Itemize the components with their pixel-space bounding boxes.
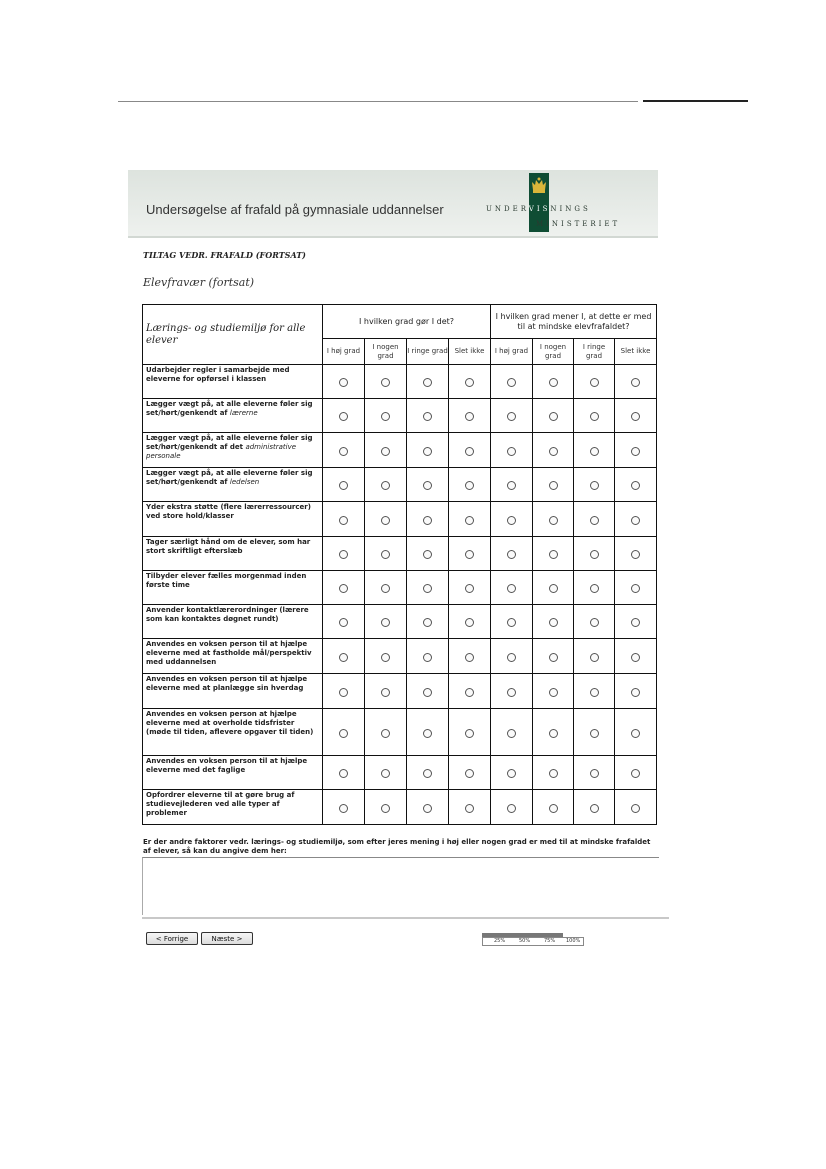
- radio-button[interactable]: [631, 769, 640, 778]
- row-statement: [143, 537, 323, 571]
- row-statement: [143, 399, 323, 433]
- answer-cell: [615, 468, 657, 502]
- radio-button[interactable]: [507, 584, 516, 593]
- answer-cell: [449, 756, 491, 790]
- answer-cell: [323, 605, 365, 639]
- answer-cell: [574, 433, 615, 468]
- row-statement-text: Lægger vægt på, at alle eleverne føler sig set/hørt/genkendt af: [146, 400, 313, 417]
- radio-button[interactable]: [631, 412, 640, 421]
- answer-cell: [323, 365, 365, 399]
- row-statement-emphasis: ledelsen: [229, 478, 260, 486]
- answer-cell: [491, 639, 533, 674]
- progress-label: 100%: [566, 938, 581, 944]
- radio-button[interactable]: [549, 516, 558, 525]
- answer-cell: [615, 502, 657, 537]
- answer-cell: [407, 756, 449, 790]
- radio-button[interactable]: [381, 378, 390, 387]
- radio-button[interactable]: [339, 618, 348, 627]
- answer-cell: [533, 709, 574, 756]
- row-statement: [143, 365, 323, 399]
- answer-cell: [407, 639, 449, 674]
- answer-cell: [615, 433, 657, 468]
- survey-table: [142, 304, 657, 825]
- radio-button[interactable]: [465, 804, 474, 813]
- answer-cell: [615, 790, 657, 825]
- radio-button[interactable]: [465, 729, 474, 738]
- answer-cell: [323, 756, 365, 790]
- radio-button[interactable]: [465, 688, 474, 697]
- radio-button[interactable]: [339, 584, 348, 593]
- answer-cell: [365, 674, 407, 709]
- row-statement: [143, 674, 323, 709]
- row-statement: [143, 709, 323, 756]
- progress-indicator: [482, 933, 583, 945]
- radio-button[interactable]: [590, 516, 599, 525]
- answer-cell: [449, 674, 491, 709]
- banner-title: Undersøgelse af frafald på gymnasiale uddannelser: [146, 202, 444, 217]
- answer-cell: [365, 709, 407, 756]
- answer-cell: [533, 605, 574, 639]
- radio-button[interactable]: [423, 804, 432, 813]
- radio-button[interactable]: [381, 447, 390, 456]
- radio-button[interactable]: [339, 769, 348, 778]
- answer-cell: [449, 433, 491, 468]
- radio-button[interactable]: [590, 653, 599, 662]
- answer-cell: [574, 502, 615, 537]
- answer-cell: [533, 674, 574, 709]
- column-header: I høj grad: [323, 339, 365, 365]
- answer-cell: [491, 502, 533, 537]
- answer-cell: [574, 399, 615, 433]
- radio-button[interactable]: [590, 481, 599, 490]
- radio-button[interactable]: [590, 618, 599, 627]
- row-statement-text: Lægger vægt på, at alle eleverne føler sig set/hørt/genkendt af: [146, 469, 313, 486]
- logo-text-line1: UNDERVISNINGS: [486, 205, 591, 213]
- answer-cell: [449, 571, 491, 605]
- radio-button[interactable]: [339, 804, 348, 813]
- answer-cell: [365, 399, 407, 433]
- radio-button[interactable]: [590, 550, 599, 559]
- group-header-usage: I hvilken grad gør I det?: [323, 305, 491, 339]
- answer-cell: [533, 756, 574, 790]
- radio-button[interactable]: [590, 447, 599, 456]
- header-rule: [118, 101, 638, 102]
- radio-button[interactable]: [381, 412, 390, 421]
- radio-button[interactable]: [631, 653, 640, 662]
- radio-button[interactable]: [465, 516, 474, 525]
- row-statement-text: Lægger vægt på, at alle eleverne føler sig set/hørt/genkendt af det: [146, 434, 313, 451]
- answer-cell: [615, 365, 657, 399]
- answer-cell: [574, 365, 615, 399]
- answer-cell: [491, 468, 533, 502]
- answer-cell: [491, 537, 533, 571]
- table-corner-label: Lærings- og studiemiljø for alle elever: [143, 305, 323, 365]
- answer-cell: [449, 639, 491, 674]
- answer-cell: [574, 605, 615, 639]
- radio-button[interactable]: [507, 729, 516, 738]
- row-statement-emphasis: administrative personale: [146, 443, 297, 460]
- table-row: [143, 709, 657, 756]
- radio-button[interactable]: [423, 729, 432, 738]
- answer-cell: [449, 468, 491, 502]
- previous-button[interactable]: < Forrige: [146, 932, 198, 945]
- table-row: [143, 365, 657, 399]
- answer-cell: [323, 468, 365, 502]
- progress-label: 25%: [494, 938, 506, 944]
- radio-button[interactable]: [381, 804, 390, 813]
- answer-cell: [449, 709, 491, 756]
- answer-cell: [449, 605, 491, 639]
- radio-button[interactable]: [339, 516, 348, 525]
- radio-button[interactable]: [381, 769, 390, 778]
- radio-button[interactable]: [339, 653, 348, 662]
- radio-button[interactable]: [631, 481, 640, 490]
- column-header: I nogen grad: [533, 339, 574, 365]
- answer-cell: [407, 571, 449, 605]
- answer-cell: [574, 639, 615, 674]
- row-statement-text: Anvendes en voksen person til at hjælpe eleverne med at planlægge sin hverdag: [146, 675, 308, 692]
- answer-cell: [407, 365, 449, 399]
- radio-button[interactable]: [631, 447, 640, 456]
- radio-button[interactable]: [631, 378, 640, 387]
- radio-button[interactable]: [590, 804, 599, 813]
- answer-cell: [491, 365, 533, 399]
- row-statement: [143, 571, 323, 605]
- row-statement-emphasis: lærerne: [229, 409, 258, 417]
- radio-button[interactable]: [381, 481, 390, 490]
- answer-cell: [615, 571, 657, 605]
- progress-label: 50%: [519, 938, 531, 944]
- answer-cell: [574, 674, 615, 709]
- crown-icon: [530, 176, 548, 198]
- answer-cell: [615, 537, 657, 571]
- radio-button[interactable]: [339, 688, 348, 697]
- answer-cell: [491, 790, 533, 825]
- answer-cell: [533, 502, 574, 537]
- survey-banner: [128, 170, 658, 238]
- answer-cell: [407, 709, 449, 756]
- radio-button[interactable]: [507, 804, 516, 813]
- answer-cell: [574, 571, 615, 605]
- radio-button[interactable]: [549, 769, 558, 778]
- radio-button[interactable]: [339, 550, 348, 559]
- answer-cell: [533, 571, 574, 605]
- radio-button[interactable]: [590, 378, 599, 387]
- answer-cell: [574, 537, 615, 571]
- answer-cell: [533, 399, 574, 433]
- radio-button[interactable]: [423, 550, 432, 559]
- radio-button[interactable]: [631, 584, 640, 593]
- open-question-text: Er der andre faktorer vedr. lærings- og studiemiljø, som efter jeres mening i høj eller nogen grad er med til at mindske frafaldet af elever, så kan du angive dem her:: [143, 838, 651, 855]
- answer-cell: [615, 399, 657, 433]
- radio-button[interactable]: [549, 378, 558, 387]
- answer-cell: [491, 756, 533, 790]
- answer-cell: [323, 674, 365, 709]
- radio-button[interactable]: [465, 550, 474, 559]
- radio-button[interactable]: [339, 412, 348, 421]
- radio-button[interactable]: [549, 481, 558, 490]
- answer-cell: [574, 756, 615, 790]
- radio-button[interactable]: [423, 516, 432, 525]
- radio-button[interactable]: [590, 412, 599, 421]
- answer-cell: [323, 537, 365, 571]
- answer-cell: [323, 502, 365, 537]
- radio-button[interactable]: [507, 516, 516, 525]
- answer-cell: [407, 537, 449, 571]
- radio-button[interactable]: [631, 516, 640, 525]
- radio-button[interactable]: [465, 769, 474, 778]
- answer-cell: [533, 537, 574, 571]
- table-row: [143, 605, 657, 639]
- radio-button[interactable]: [465, 618, 474, 627]
- radio-button[interactable]: [549, 729, 558, 738]
- next-button[interactable]: Næste >: [201, 932, 253, 945]
- answer-cell: [323, 433, 365, 468]
- radio-button[interactable]: [381, 653, 390, 662]
- answer-cell: [491, 433, 533, 468]
- column-header: I ringe grad: [574, 339, 615, 365]
- table-row: [143, 790, 657, 825]
- radio-button[interactable]: [465, 584, 474, 593]
- table-row: [143, 433, 657, 468]
- row-statement: [143, 790, 323, 825]
- answer-cell: [533, 433, 574, 468]
- column-header: Slet ikke: [615, 339, 657, 365]
- radio-button[interactable]: [339, 447, 348, 456]
- radio-button[interactable]: [590, 584, 599, 593]
- answer-cell: [491, 399, 533, 433]
- radio-button[interactable]: [423, 618, 432, 627]
- row-statement-text: Anvender kontaktlærerordninger (lærere som kan kontaktes døgnet rundt): [146, 606, 309, 623]
- table-row: [143, 571, 657, 605]
- radio-button[interactable]: [507, 378, 516, 387]
- answer-cell: [491, 571, 533, 605]
- row-statement-text: Anvendes en voksen person til at hjælpe eleverne med at fastholde mål/perspektiv med uddannelsen: [146, 640, 312, 666]
- radio-button[interactable]: [381, 584, 390, 593]
- answer-cell: [407, 399, 449, 433]
- progress-label: 75%: [544, 938, 556, 944]
- answer-cell: [365, 790, 407, 825]
- answer-cell: [449, 790, 491, 825]
- row-statement-text: Opfordrer eleverne til at gøre brug af studievejlederen ved alle typer af problemer: [146, 791, 295, 817]
- answer-cell: [365, 468, 407, 502]
- form-bottom-divider: [142, 917, 669, 919]
- row-statement: [143, 468, 323, 502]
- answer-cell: [615, 639, 657, 674]
- answer-cell: [365, 365, 407, 399]
- radio-button[interactable]: [381, 729, 390, 738]
- radio-button[interactable]: [507, 618, 516, 627]
- group-header-effect: I hvilken grad mener I, at dette er med til at mindske elevfrafaldet?: [491, 305, 657, 339]
- radio-button[interactable]: [549, 653, 558, 662]
- open-answer-textarea[interactable]: [142, 857, 659, 915]
- table-row: [143, 674, 657, 709]
- radio-button[interactable]: [590, 729, 599, 738]
- radio-button[interactable]: [631, 550, 640, 559]
- row-statement: [143, 756, 323, 790]
- radio-button[interactable]: [339, 481, 348, 490]
- radio-button[interactable]: [507, 412, 516, 421]
- answer-cell: [615, 605, 657, 639]
- radio-button[interactable]: [423, 653, 432, 662]
- section-label: TILTAG VEDR. FRAFALD (FORTSAT): [143, 250, 306, 260]
- radio-button[interactable]: [507, 653, 516, 662]
- table-row: [143, 537, 657, 571]
- radio-button[interactable]: [590, 688, 599, 697]
- answer-cell: [615, 756, 657, 790]
- radio-button[interactable]: [549, 412, 558, 421]
- answer-cell: [449, 502, 491, 537]
- answer-cell: [491, 709, 533, 756]
- answer-cell: [323, 790, 365, 825]
- radio-button[interactable]: [549, 550, 558, 559]
- answer-cell: [407, 674, 449, 709]
- answer-cell: [323, 399, 365, 433]
- answer-cell: [574, 790, 615, 825]
- radio-button[interactable]: [423, 378, 432, 387]
- answer-cell: [365, 756, 407, 790]
- radio-button[interactable]: [631, 729, 640, 738]
- answer-cell: [365, 605, 407, 639]
- answer-cell: [574, 709, 615, 756]
- row-statement-text: Yder ekstra støtte (flere lærerressourcer) ved store hold/klasser: [146, 503, 311, 520]
- radio-button[interactable]: [465, 412, 474, 421]
- radio-button[interactable]: [631, 804, 640, 813]
- radio-button[interactable]: [423, 769, 432, 778]
- radio-button[interactable]: [339, 729, 348, 738]
- row-statement-text: Udarbejder regler i samarbejde med eleverne for opførsel i klassen: [146, 366, 290, 383]
- row-statement-text: Tager særligt hånd om de elever, som har stort skriftligt efterslæb: [146, 538, 311, 555]
- radio-button[interactable]: [381, 618, 390, 627]
- radio-button[interactable]: [465, 653, 474, 662]
- table-row: [143, 756, 657, 790]
- answer-cell: [533, 790, 574, 825]
- radio-button[interactable]: [465, 447, 474, 456]
- radio-button[interactable]: [423, 688, 432, 697]
- sub-heading: Elevfravær (fortsat): [143, 276, 255, 289]
- radio-button[interactable]: [507, 447, 516, 456]
- radio-button[interactable]: [507, 481, 516, 490]
- answer-cell: [491, 605, 533, 639]
- answer-cell: [449, 537, 491, 571]
- radio-button[interactable]: [339, 378, 348, 387]
- answer-cell: [407, 790, 449, 825]
- radio-button[interactable]: [549, 584, 558, 593]
- row-statement-text: Anvendes en voksen person at hjælpe eleverne med at overholde tidsfrister (møde til tiden, aflevere opgaver til tiden): [146, 710, 314, 736]
- radio-button[interactable]: [549, 447, 558, 456]
- answer-cell: [533, 365, 574, 399]
- answer-cell: [365, 639, 407, 674]
- answer-cell: [365, 537, 407, 571]
- column-header: I nogen grad: [365, 339, 407, 365]
- radio-button[interactable]: [423, 447, 432, 456]
- row-statement-text: Tilbyder elever fælles morgenmad inden første time: [146, 572, 307, 589]
- radio-button[interactable]: [507, 688, 516, 697]
- answer-cell: [407, 502, 449, 537]
- radio-button[interactable]: [631, 618, 640, 627]
- answer-cell: [615, 674, 657, 709]
- answer-cell: [491, 674, 533, 709]
- row-statement: [143, 605, 323, 639]
- radio-button[interactable]: [549, 804, 558, 813]
- radio-button[interactable]: [381, 550, 390, 559]
- row-statement: [143, 433, 323, 468]
- radio-button[interactable]: [423, 584, 432, 593]
- row-statement: [143, 639, 323, 674]
- answer-cell: [323, 709, 365, 756]
- column-header: I ringe grad: [407, 339, 449, 365]
- answer-cell: [449, 365, 491, 399]
- answer-cell: [533, 468, 574, 502]
- radio-button[interactable]: [549, 618, 558, 627]
- answer-cell: [365, 571, 407, 605]
- answer-cell: [449, 399, 491, 433]
- row-statement-text: Anvendes en voksen person til at hjælpe eleverne med det faglige: [146, 757, 308, 774]
- radio-button[interactable]: [549, 688, 558, 697]
- answer-cell: [533, 639, 574, 674]
- column-header: I høj grad: [491, 339, 533, 365]
- radio-button[interactable]: [381, 516, 390, 525]
- answer-cell: [574, 468, 615, 502]
- answer-cell: [365, 502, 407, 537]
- radio-button[interactable]: [423, 412, 432, 421]
- row-statement: [143, 502, 323, 537]
- radio-button[interactable]: [507, 769, 516, 778]
- radio-button[interactable]: [465, 481, 474, 490]
- header-rule-accent: [643, 100, 748, 102]
- radio-button[interactable]: [631, 688, 640, 697]
- column-header: Slet ikke: [449, 339, 491, 365]
- answer-cell: [407, 468, 449, 502]
- answer-cell: [365, 433, 407, 468]
- table-row: [143, 502, 657, 537]
- table-row: [143, 639, 657, 674]
- radio-button[interactable]: [507, 550, 516, 559]
- answer-cell: [615, 709, 657, 756]
- table-row: [143, 399, 657, 433]
- answer-cell: [323, 639, 365, 674]
- answer-cell: [407, 605, 449, 639]
- table-row: [143, 468, 657, 502]
- logo-text-line2: MINISTERIET: [536, 220, 621, 228]
- answer-cell: [323, 571, 365, 605]
- answer-cell: [407, 433, 449, 468]
- radio-button[interactable]: [590, 769, 599, 778]
- radio-button[interactable]: [423, 481, 432, 490]
- radio-button[interactable]: [381, 688, 390, 697]
- radio-button[interactable]: [465, 378, 474, 387]
